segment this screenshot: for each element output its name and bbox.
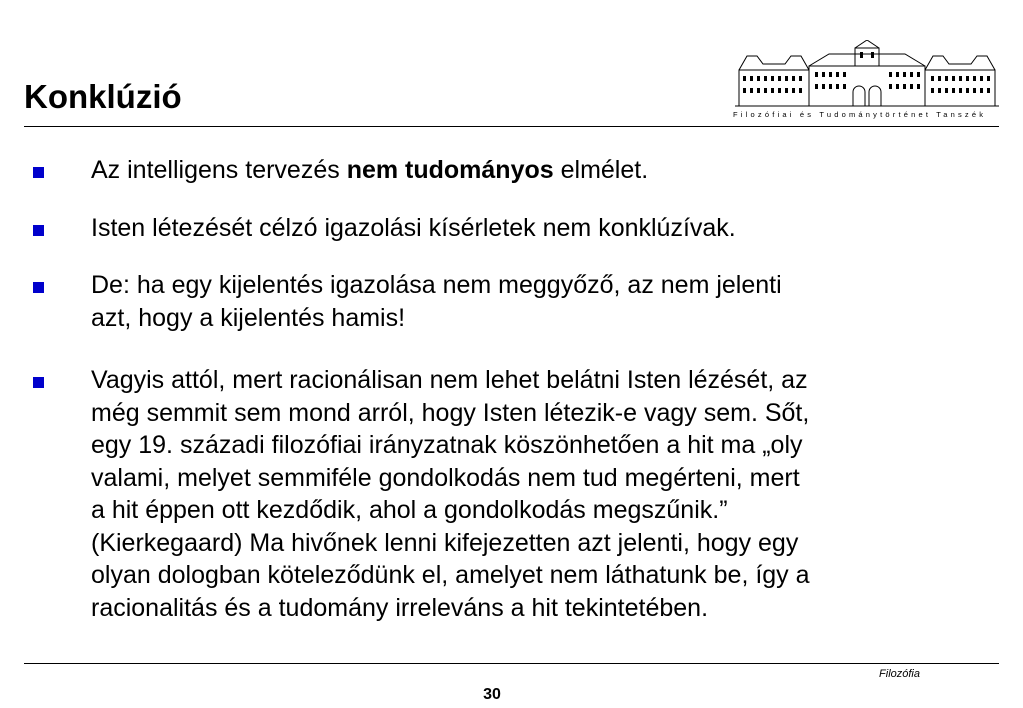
- bullet-item: [91, 269, 1011, 334]
- bullet-marker: [33, 167, 44, 178]
- text-segment: elmélet.: [553, 156, 649, 184]
- bullet-item: [91, 154, 1011, 187]
- bullet-marker: [33, 377, 44, 388]
- bullet-line: racionalitás és a tudomány irreleváns a hit tekintetében.: [91, 593, 709, 622]
- footer-label: Filozófia: [879, 668, 920, 680]
- bullet-line: [91, 154, 1011, 187]
- slide-title: Konklúzió: [24, 78, 182, 115]
- bullet-item: [91, 212, 1011, 245]
- bullet-line: Vagyis attól, mert racionálisan nem lehet belátni Isten lézését, az: [91, 366, 808, 394]
- bullet-marker: [33, 282, 44, 293]
- bullet-item: [91, 364, 1011, 624]
- bullet-line: olyan dologban köteleződünk el, amelyet nem láthatunk be, így a: [91, 561, 810, 589]
- bullet-line: (Kierkegaard) Ma hivőnek lenni kifejezetten azt jelenti, hogy egy: [91, 528, 799, 557]
- page-number: 30: [483, 686, 501, 703]
- bullet-line: De: ha egy kijelentés igazolása nem meggyőző, az nem jelenti: [91, 271, 782, 299]
- bullet-marker: [33, 225, 44, 236]
- bullet-line: még semmit sem mond arról, hogy Isten létezik-e vagy sem. Sőt,: [91, 398, 810, 427]
- bullet-line: a hit éppen ott kezdődik, ahol a gondolkodás megszűnik.”: [91, 496, 728, 524]
- bullet-line: Isten létezését célzó igazolási kísérletek nem konklúzívak.: [91, 214, 736, 242]
- text-segment: Az intelligens tervezés: [91, 156, 347, 184]
- bullet-line: azt, hogy a kijelentés hamis!: [91, 303, 406, 332]
- bullet-line: valami, melyet semmiféle gondolkodás nem tud megérteni, mert: [91, 463, 800, 492]
- footer-divider: [24, 663, 999, 664]
- department-name: Filozófiai és Tudománytörténet Tanszék: [733, 110, 987, 119]
- bold-text: nem tudományos: [346, 156, 554, 184]
- header-divider: [24, 126, 999, 127]
- bullet-line: egy 19. századi filozófiai irányzatnak köszönhetően a hit ma „oly: [91, 431, 803, 459]
